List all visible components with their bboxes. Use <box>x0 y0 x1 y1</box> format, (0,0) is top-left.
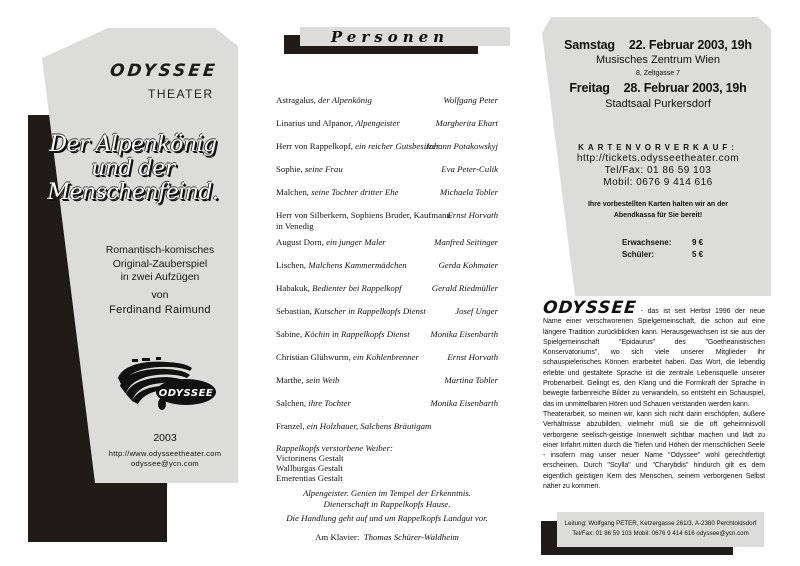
price-row-students: Schüler: 5 € <box>622 250 704 259</box>
performance-date: Samstag 22. Februar 2003, 19h <box>564 38 752 52</box>
wife-line: Emerentias Gestalt <box>276 473 343 483</box>
cast-row: Herr von Silberkern, Sophiens Bruder, Kaufmann in Venedig Ernst Horvath <box>276 210 498 231</box>
cast-row: Linarius und Alpanor, Alpengeister Margherita Ehart <box>276 118 498 128</box>
actor-name: Wolfgang Peter <box>443 95 498 105</box>
cast-row: Sophie, seine Frau Eva Peter-Culik <box>276 164 498 174</box>
play-subtitle <box>95 244 225 285</box>
author-name: Ferdinand Raimund <box>109 304 211 316</box>
wives-heading: Rappelkopfs verstorbene Weiber: <box>276 443 393 453</box>
actor-name: Gerda Kohmaier <box>438 260 498 270</box>
actor-name: Josef Unger <box>455 306 498 316</box>
venue-address: 8, Zeltgasse 7 <box>636 70 680 77</box>
cast-row: Sebastian, Kutscher in Rappelkopfs Dienst Josef Unger <box>276 306 498 316</box>
pickup-note: Ihre vorbestellten Karten halten wir an der Abendkassa für Sie bereit! <box>587 201 729 219</box>
play-title-line: und der <box>91 156 175 181</box>
cast-row: Marthe, sein Weib Martina Tobler <box>276 375 498 385</box>
theater-label: THEATER <box>148 87 214 101</box>
cast-row: Salchen, ihre Tochter Monika Eisenbarth <box>276 398 498 408</box>
actor-name: Margherita Ehart <box>435 118 498 128</box>
price-row-adults: Erwachsene: 9 € <box>622 238 704 247</box>
von-label: von <box>151 289 169 301</box>
actor-name: Monika Eisenbarth <box>430 398 498 408</box>
presale-url[interactable]: http://tickets.odysseetheater.com <box>576 153 740 164</box>
note-line: Alpengeister. Genien im Tempel der Erkenntnis. <box>302 488 471 498</box>
actor-name: Michaela Tobler <box>439 187 498 197</box>
play-title <box>28 133 238 205</box>
cast-row: Lischen, Malchens Kammermädchen Gerda Kohmaier <box>276 260 498 270</box>
presale-tel: Tel/Fax: 01 86 59 103 <box>604 165 712 176</box>
note-line: Dienerschaft in Rappelkopfs Hause. <box>323 499 451 509</box>
cast-row: Christian Glühwurm, ein Kohlenbrenner Ernst Horvath <box>276 352 498 362</box>
actor-name: Johann Potakowskyj <box>425 141 498 151</box>
note-line: Die Handlung geht auf und um Rappelkopfs Landgut vor. <box>286 513 488 523</box>
cast-row: Franzel, ein Holzhauer, Salchens Bräutigam <box>276 421 432 431</box>
performance-date: Freitag 28. Februar 2003, 19h <box>569 81 747 95</box>
subtitle-line: Romantisch-komisches <box>105 244 215 256</box>
about-brand: ODYSSEE <box>542 298 638 318</box>
wife-line: Victorinens Gestalt <box>276 453 344 463</box>
cast-row: Sabine, Köchin in Rappelkopfs Dienst Monika Eisenbarth <box>276 329 498 339</box>
actor-name: Martina Tobler <box>444 375 498 385</box>
piano-credit: Am Klavier: Thomas Schürer-Waldheim <box>315 532 459 542</box>
actor-name: Gerald Riedmüller <box>431 283 498 293</box>
actor-name: Manfred Seitinger <box>434 237 498 247</box>
presale-mobile: Mobil: 0676 9 414 616 <box>603 177 713 188</box>
odyssee-logo-icon <box>112 356 217 416</box>
actor-name: Ernst Horvath <box>447 210 498 220</box>
cast-row: Herr von Rappelkopf, ein reicher Gutsbesitzer Johann Potakowskyj <box>276 141 498 151</box>
year-label: 2003 <box>153 432 177 444</box>
contact-links <box>95 449 235 468</box>
brand-wordmark: ODYSSEE <box>108 61 219 81</box>
performance-venue: Stadtsaal Purkersdorf <box>605 98 711 110</box>
subtitle-line: Original-Zauberspiel <box>112 257 208 270</box>
cast-row: Astragalus, der Alpenkönig Wolfgang Peter <box>276 95 498 105</box>
play-title-line: Der Alpenkönig <box>49 132 217 157</box>
email-link[interactable]: odyssee@ycn.com <box>131 458 199 468</box>
actor-name: Monika Eisenbarth <box>430 329 498 339</box>
cast-row: August Dorn, ein junger Maler Manfred Seitinger <box>276 237 498 247</box>
cast-row: Malchen, seine Tochter dritter Ehe Michaela Tobler <box>276 187 498 197</box>
website-link[interactable]: http://www.odysseetheater.com <box>108 449 222 458</box>
svg-text:ODYSSEE: ODYSSEE <box>158 388 214 399</box>
wife-line: Wallburgas Gestalt <box>276 463 343 473</box>
subtitle-line: in zwei Aufzügen <box>120 271 200 283</box>
cast-title: Personen <box>330 28 450 46</box>
actor-name: Eva Peter-Culik <box>441 164 498 174</box>
play-title-line: Menschenfeind. <box>47 180 219 205</box>
footer-contact: Leitung: Wolfgang PETER, Ketzergasse 261/3, A-2380 Perchtoldsdorf Tel/Fax: 01 86 59 103 Mobil: 0676 9 414 616 odyssee@ycn.com <box>564 520 757 537</box>
cast-row: Habakuk, Bedienter bei Rappelkopf Gerald Riedmüller <box>276 283 498 293</box>
performance-venue: Musisches Zentrum Wien <box>595 54 721 66</box>
actor-name: Ernst Horvath <box>447 352 498 362</box>
about-text: ODYSSEE - das ist seit Herbst 1996 der neue Name einer verschworenen Spielgemeinschaft, die schon auf eine längere Tradition zurückblicken kann. Herausgewachsen ist sie aus der Spielgemeinschaft "Epidaurus" des "Goetheanistischen Konservatoriums", wo sich viele unserer Mitglieder ihr schauspielerisches Können erarbeitet haben. Das Wort, die lebendig erlebte und gestaltete Sprache ist die zentrale Lebensquelle unserer Probenarbeit. Gelingt es, den Klang und die Formkraft der Sprache in bewegte farbenreiche Bilder zu verwandeln, so entsteht ein Schauspiel, das im unmittelbaren Hören und Schauen verstanden werden kann. Theaterarbeit, so meinen wir, kann sich nicht darin erschöpfen, äußere Verhältnisse abzubilden, vielmehr muß sie die oft geheimnisvoll verborgene seelisch-geistige Innenwelt sichtbar machen und lädt zu einer Irrfahrt mitten durch die Tiefen und Höhen der menschlichen Seele - insofern mag unser neuer Name "Odyssee" wohl gerechtfertigt erscheinen. Durch "Scylla" und "Charybdis" hindurch gilt es dem eigentlich geistigen Kern des Menschen, seinem verborgenen Selbst näher zu kommen. <box>542 298 765 491</box>
presale-title: KARTENVORVERKAUF: <box>578 143 738 152</box>
